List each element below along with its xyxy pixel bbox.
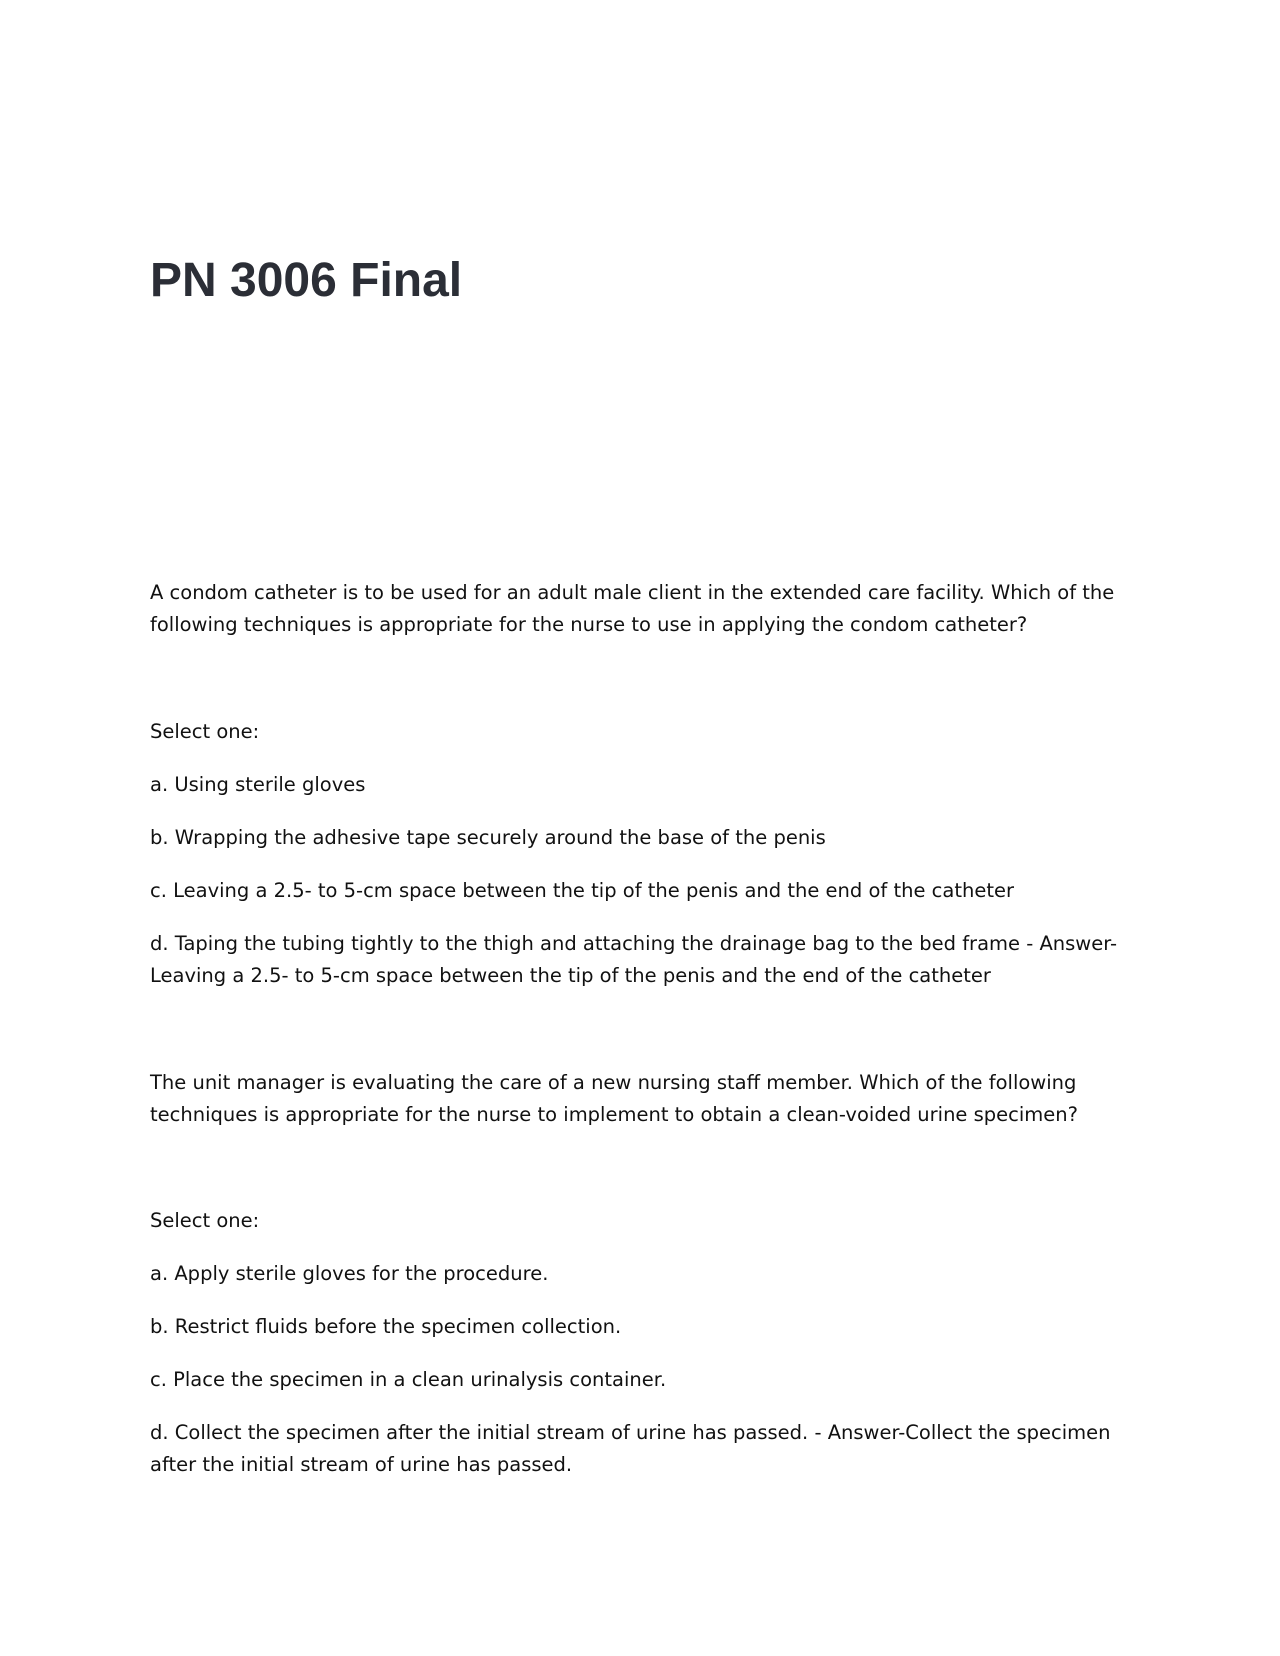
question-1-option-d-answer <box>150 928 1140 992</box>
question-2-select-prompt <box>150 1205 1140 1237</box>
question-1-stem <box>150 577 1140 641</box>
question-2-option-d-answer <box>150 1417 1140 1481</box>
question-1-option-a <box>150 769 1140 801</box>
question-1-option-a-text: a. Using sterile gloves <box>150 773 366 796</box>
question-2-option-c-text: c. Place the specimen in a clean urinalysis container. <box>150 1368 667 1391</box>
question-1-option-c-text: c. Leaving a 2.5- to 5-cm space between the tip of the penis and the end of the catheter <box>150 879 1015 902</box>
question-1-text: A condom catheter is to be used for an adult male client in the extended care facility. Which of the following techniques is appropriate for the nurse to use in applying the condom catheter? <box>150 581 1115 636</box>
question-1-option-c <box>150 875 1140 907</box>
question-1-select-text: Select one: <box>150 720 260 743</box>
question-2-option-a <box>150 1258 1140 1290</box>
question-1-option-b-text: b. Wrapping the adhesive tape securely around the base of the penis <box>150 826 826 849</box>
question-2-option-b-text: b. Restrict fluids before the specimen collection. <box>150 1315 622 1338</box>
question-2-select-text: Select one: <box>150 1209 260 1232</box>
document-title: PN 3006 Final <box>150 254 463 307</box>
question-2-stem <box>150 1067 1140 1131</box>
question-2-option-a-text: a. Apply sterile gloves for the procedure. <box>150 1262 549 1285</box>
question-2-option-d-text: d. Collect the specimen after the initial stream of urine has passed. - Answer-Collect the specimen after the initial stream of urine has passed. <box>150 1421 1111 1476</box>
question-1-select-prompt <box>150 716 1140 748</box>
question-1-option-d-text: d. Taping the tubing tightly to the thigh and attaching the drainage bag to the bed frame - Answer-Leaving a 2.5- to 5-cm space between the tip of the penis and the end of the catheter <box>150 932 1118 987</box>
question-2-option-b <box>150 1311 1140 1343</box>
question-1-option-b <box>150 822 1140 854</box>
question-2-text: The unit manager is evaluating the care of a new nursing staff member. Which of the following techniques is appropriate for the nurse to implement to obtain a clean-voided urine specimen? <box>150 1071 1078 1126</box>
question-2-option-c <box>150 1364 1140 1396</box>
